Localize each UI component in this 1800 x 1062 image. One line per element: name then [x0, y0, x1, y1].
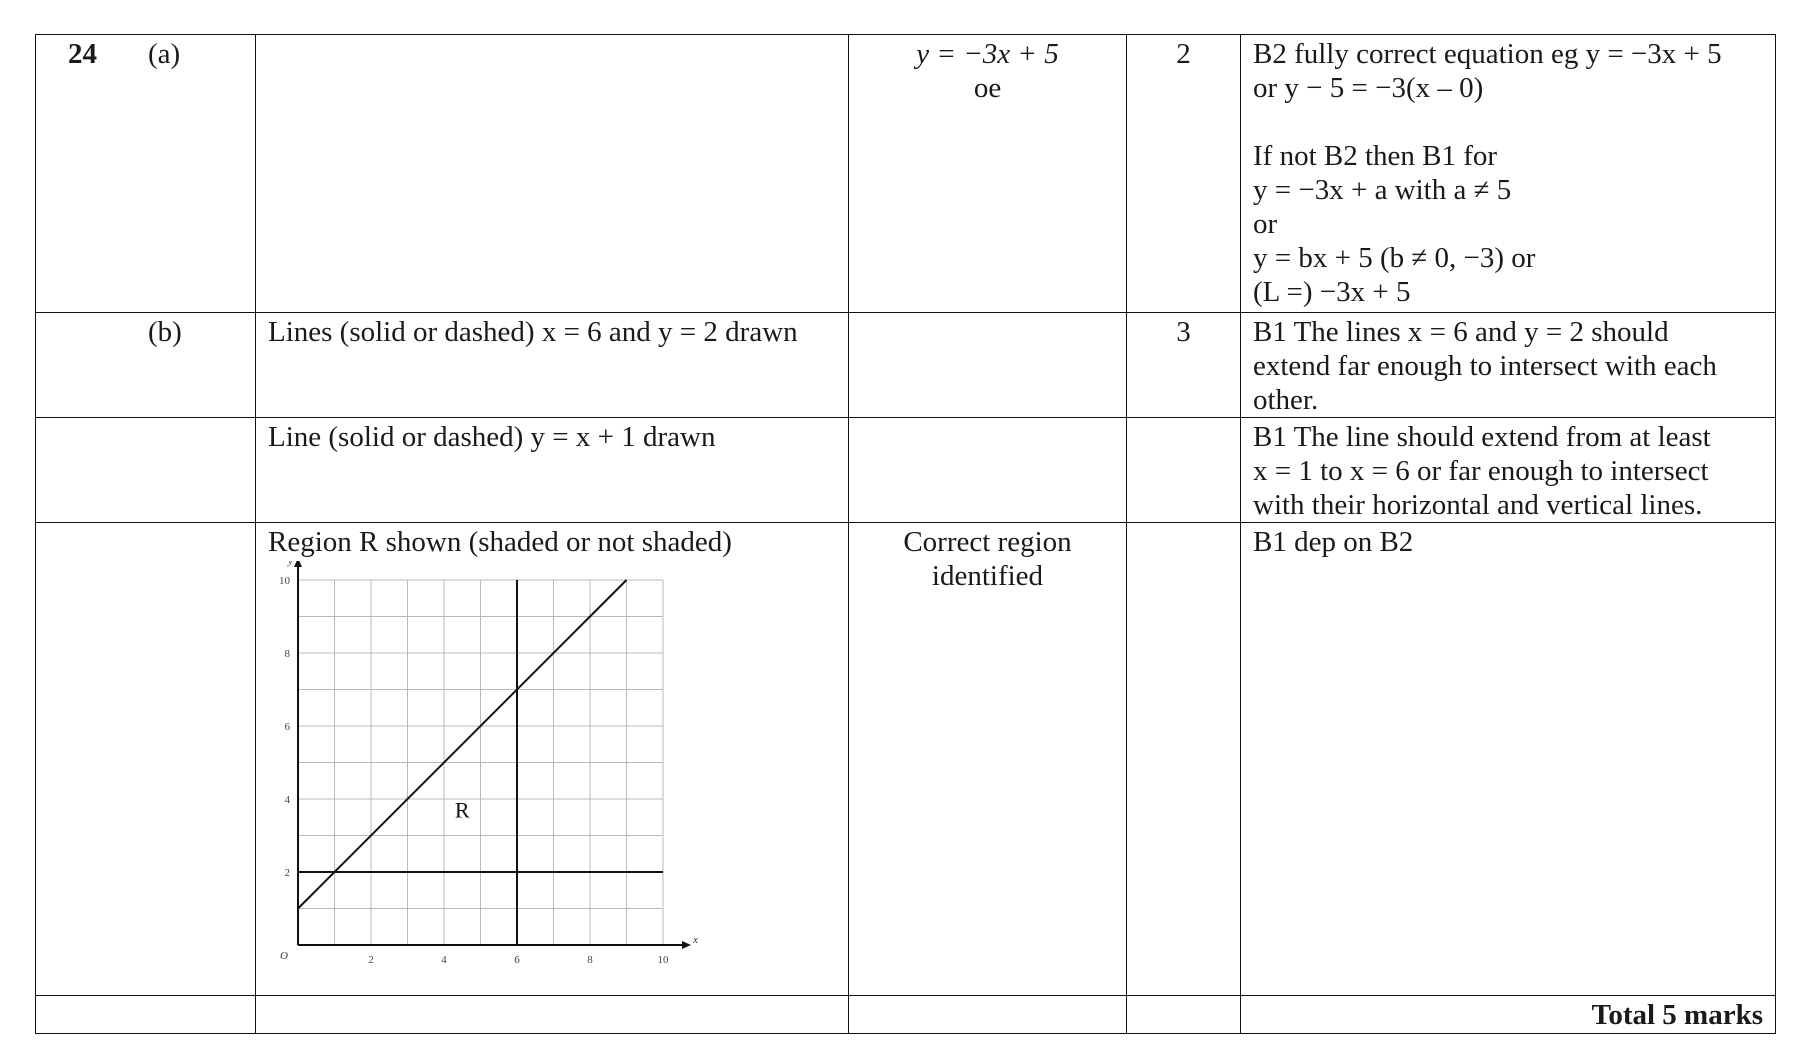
- working-cell-b3: [256, 523, 849, 996]
- answer-cell-a: [849, 35, 1127, 313]
- question-cell-b2: [36, 418, 256, 523]
- working-b3: Region R shown (shaded or not shaded): [268, 526, 732, 558]
- x-axis-arrow-icon: [682, 941, 691, 949]
- notes-cell-b1: [1241, 313, 1776, 418]
- question-cell-b: [36, 313, 256, 418]
- working-b1: Lines (solid or dashed) x = 6 and y = 2 drawn: [268, 316, 798, 348]
- region-graph: [262, 561, 836, 989]
- notes-b2-line: B1 The line should extend from at least: [1253, 421, 1711, 453]
- answer-cell-b2: [849, 418, 1127, 523]
- mark-cell-b2: [1127, 418, 1241, 523]
- working-b2: Line (solid or dashed) y = x + 1 drawn: [268, 421, 716, 453]
- y-tick-label: 4: [284, 794, 290, 806]
- row-part-a: [36, 35, 1776, 313]
- notes-cell-b3: [1241, 523, 1776, 996]
- notes-b2-line: x = 1 to x = 6 or far enough to intersect: [1253, 455, 1709, 487]
- answer-a-equation: y = −3x + 5: [916, 38, 1059, 70]
- part-a-label: (a): [148, 38, 181, 70]
- question-cell: [36, 35, 256, 313]
- row-total: [36, 996, 1776, 1034]
- total-empty-3: [849, 996, 1127, 1034]
- row-part-b-2: [36, 418, 1776, 523]
- mark-cell-b3: [1127, 523, 1241, 996]
- notes-a-gap: [1253, 105, 1763, 139]
- mark-a: 2: [1176, 38, 1191, 70]
- graph-svg: [262, 561, 702, 981]
- working-cell-b1: [256, 313, 849, 418]
- answer-cell-b1: [849, 313, 1127, 418]
- question-cell-b3: [36, 523, 256, 996]
- answer-cell-b3: [849, 523, 1127, 996]
- notes-cell-b2: [1241, 418, 1776, 523]
- notes-a-line: or y − 5 = −3(x – 0): [1253, 72, 1484, 104]
- total-empty-2: [256, 996, 849, 1034]
- notes-a-line: B2 fully correct equation eg y = −3x + 5: [1253, 38, 1722, 70]
- part-b-label: (b): [148, 316, 182, 348]
- origin-label: O: [280, 950, 288, 962]
- total-marks: Total 5 marks: [1591, 999, 1763, 1031]
- y-tick-label: 2: [284, 867, 290, 879]
- y-axis-arrow-icon: [294, 561, 302, 567]
- notes-a-line: y = −3x + a with a ≠ 5: [1253, 174, 1512, 206]
- notes-b1-line: B1 The lines x = 6 and y = 2 should: [1253, 316, 1669, 348]
- working-cell-a: [256, 35, 849, 313]
- answer-b3-line-1: Correct region: [903, 526, 1072, 558]
- working-cell-b2: [256, 418, 849, 523]
- row-part-b-3: [36, 523, 1776, 996]
- total-empty-4: [1127, 996, 1241, 1034]
- total-cell: [1241, 996, 1776, 1034]
- x-tick-label: 8: [587, 954, 593, 966]
- answer-b3-line-2: identified: [931, 560, 1044, 592]
- mark-scheme-table: [35, 34, 1776, 1034]
- notes-b1-line: other.: [1253, 384, 1319, 416]
- x-tick-label: 10: [657, 954, 669, 966]
- mark-cell-a: [1127, 35, 1241, 313]
- mark-b: 3: [1176, 316, 1191, 348]
- notes-b2-line: with their horizontal and vertical lines.: [1253, 489, 1703, 521]
- question-number: 24: [68, 38, 97, 70]
- y-axis-label: y: [288, 561, 293, 567]
- answer-a-line-1: [861, 37, 1114, 71]
- x-tick-label: 6: [514, 954, 520, 966]
- row-part-b-1: [36, 313, 1776, 418]
- total-empty-1: [36, 996, 256, 1034]
- y-tick-label: 6: [284, 721, 290, 733]
- x-tick-label: 2: [368, 954, 374, 966]
- answer-a-line-2: oe: [973, 72, 1002, 104]
- notes-a-line: y = bx + 5 (b ≠ 0, −3) or: [1253, 242, 1536, 274]
- graph-line: [298, 580, 627, 909]
- x-axis-label: x: [693, 934, 698, 946]
- y-tick-label: 8: [284, 648, 290, 660]
- x-tick-label: 4: [441, 954, 447, 966]
- mark-cell-b1: [1127, 313, 1241, 418]
- notes-cell-a: [1241, 35, 1776, 313]
- y-tick-label: 10: [279, 575, 290, 587]
- notes-a-line: If not B2 then B1 for: [1253, 140, 1498, 172]
- notes-a-line: or: [1253, 208, 1278, 240]
- notes-b3-line: B1 dep on B2: [1253, 526, 1414, 558]
- notes-a-line: (L =) −3x + 5: [1253, 276, 1411, 308]
- region-label: R: [454, 797, 470, 823]
- notes-b1-line: extend far enough to intersect with each: [1253, 350, 1717, 382]
